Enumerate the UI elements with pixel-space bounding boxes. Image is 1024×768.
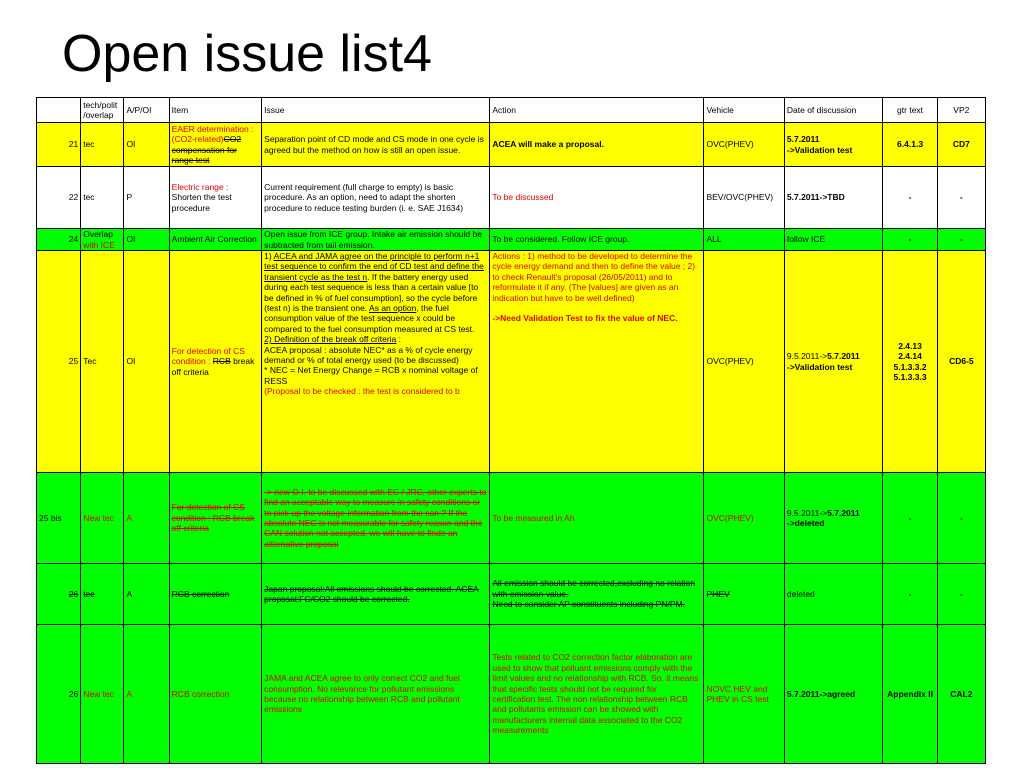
date-text: 9.5.2011-> — [786, 507, 828, 518]
header-issue: Issue — [262, 98, 490, 123]
vehicle-cell: ALL — [704, 229, 784, 251]
vp2-cell: - — [937, 564, 985, 625]
tech-cell — [81, 229, 124, 251]
item-text: break off criteria — [171, 356, 255, 377]
issue-line: ACEA proposal : absolute NEC* as a % of cycle energy demand or % of total energy used (to be discussed) — [264, 344, 473, 366]
issue-line: * NEC = Net Energy Change = RCB x nominal voltage of RESS — [264, 365, 478, 386]
vehicle-cell: OVC(PHEV) — [704, 123, 784, 167]
vehicle-cell: NOVC HEV and PHEV in CS test — [704, 625, 784, 764]
open-issue-table — [36, 97, 986, 764]
item-cell — [169, 123, 261, 167]
page-title: Open issue list4 — [62, 25, 432, 83]
header-no — [37, 98, 81, 123]
issue-cell: Separation point of CD mode and CS mode in one cycle is agreed but the method on how is still an open issue. — [262, 123, 490, 167]
action-cell: Tests related to CO2 correction factor elaboration are used to show that polluant emissions comply with the limit values and no relationship with RCB. So, it means that specific tests should not be required for certification test. The non relationship between RCB and pollutants emission can be showed with manufacturers internal data associated to the CO2 measurements — [490, 625, 704, 764]
row-number: 26 — [37, 625, 81, 764]
tech-cell: Tec — [81, 251, 124, 473]
action-cell — [490, 564, 704, 625]
date-text: 9.5.2011-> — [786, 351, 828, 362]
date-line: ->Validation test — [786, 144, 853, 155]
date-cell: deleted — [784, 564, 883, 625]
table-row — [37, 473, 986, 564]
header-apoi: A/P/OI — [124, 98, 169, 123]
action-cell — [490, 251, 704, 473]
action-cell: To be considered. Follow ICE group. — [490, 229, 704, 251]
table-row — [37, 229, 986, 251]
row-number: 22 — [37, 167, 81, 229]
item-cell: RCB correction — [169, 625, 261, 764]
item-strike-text: CO2 compensation for range test — [171, 134, 242, 165]
header-gtr: gtr text — [883, 98, 937, 123]
issue-text: , the fuel consumption value of the test sequence x could be compared to the fuel consumption measured at CS test. — [264, 303, 475, 334]
header-vp2: VP2 — [937, 98, 985, 123]
gtr-text: 2.4.13 — [898, 340, 922, 351]
action-text: All emission should be corrected,excluding no relation with emission value. — [492, 578, 696, 599]
vehicle-cell: PHEV — [704, 564, 784, 625]
issue-text: As an option — [369, 303, 417, 314]
vp2-cell: - — [937, 229, 985, 251]
vp2-cell: CAL2 — [937, 625, 985, 764]
issue-line: (Proposal to be checked : the test is considered to b — [264, 386, 460, 397]
apoi-cell: OI — [124, 251, 169, 473]
date-cell: 5.7.2011->agreed — [784, 625, 883, 764]
item-text: Shorten the test procedure — [171, 192, 232, 213]
item-cell — [169, 167, 261, 229]
table-row — [37, 251, 986, 473]
issue-text: 2) Definition of the break off criteria — [264, 334, 397, 345]
vehicle-cell: OVC(PHEV) — [704, 473, 784, 564]
vp2-cell: CD7 — [937, 123, 985, 167]
table-row — [37, 564, 986, 625]
gtr-cell: - — [883, 564, 937, 625]
gtr-cell: 6.4.1.3 — [883, 123, 937, 167]
tech-cell: tec — [81, 167, 124, 229]
issue-text: : — [396, 334, 402, 345]
date-cell — [784, 473, 883, 564]
date-text: 5.7.2011 — [827, 507, 860, 518]
issue-cell — [262, 251, 490, 473]
item-cell: RCB correction — [169, 564, 261, 625]
item-text: Electric range : — [171, 181, 229, 192]
apoi-cell: P — [124, 167, 169, 229]
date-cell: follow ICE — [784, 229, 883, 251]
date-text: 5.7.2011 — [827, 351, 860, 362]
date-text: ->deleted — [786, 518, 825, 528]
row-number: 25 bis — [37, 473, 81, 564]
gtr-cell: - — [883, 473, 937, 564]
header-tech: tech/polit /overlap — [81, 98, 124, 123]
gtr-cell — [883, 251, 937, 473]
table-row — [37, 123, 986, 167]
vp2-cell: - — [937, 167, 985, 229]
issue-cell: -> new O.I. to be discussed with EC / JRC, other experts to find an acceptable way to measure in safety conditions or to pick-up the voltage information from the can ? If the absolute NEC is not measurable for safety reason and the CAN solution not accepted, we will have to finde an alternative proposal — [262, 473, 490, 564]
tech-cell: New tec — [81, 625, 124, 764]
action-cell: To be measured in Ah — [490, 473, 704, 564]
action-cell: To be discussed — [490, 167, 704, 229]
gtr-cell: - — [883, 229, 937, 251]
table-row — [37, 625, 986, 764]
date-cell: 5.7.2011->TBD — [784, 167, 883, 229]
row-number: 26 — [37, 564, 81, 625]
gtr-cell: Appendix II — [883, 625, 937, 764]
vehicle-cell: BEV/OVC(PHEV) — [704, 167, 784, 229]
vp2-cell: CD6-5 — [937, 251, 985, 473]
gtr-text: 5.1.3.3.2 — [893, 361, 927, 372]
issue-text: ACEA and JAMA agree on the principle to perform n+1 test sequence to confirm the end of CD test and define the transient cycle as the test n — [264, 251, 484, 282]
tech-cell: tec — [81, 564, 124, 625]
date-cell — [784, 251, 883, 473]
action-text: Actions : 1) method to be developed to determine the cycle energy demand and then to define the value ; 2) to check Renault's proposal (26/05/2011) and to reformulate it if any. (The [values] are given as an indication but have to be well defined) — [492, 251, 696, 303]
apoi-cell: A — [124, 473, 169, 564]
item-cell: For detection of CS condition : RCB break off criteria — [169, 473, 261, 564]
header-action: Action — [490, 98, 704, 123]
apoi-cell: A — [124, 625, 169, 764]
issue-cell: JAMA and ACEA agree to only correct CO2 and fuel consumption. No relevance for pollutant emissions because no relationship between RCB and pollutant emissions — [262, 625, 490, 764]
item-cell: Ambient Air Correction — [169, 229, 261, 251]
header-item: Item — [169, 98, 261, 123]
row-number: 21 — [37, 123, 81, 167]
issue-text: 1) — [264, 251, 274, 261]
action-text: Need to consider AP constituents including PN/PM. — [492, 599, 685, 610]
tech-text: Overlap — [83, 229, 113, 240]
table-header-row — [37, 98, 986, 123]
issue-cell: Open issue from ICE group. Intake air emission should be subtracted from tail emission. — [262, 229, 490, 251]
date-cell — [784, 123, 883, 167]
item-text: EAER determination : (CO2-related) — [171, 123, 254, 145]
item-text: For detection of CS condition : — [171, 345, 245, 367]
gtr-text: 2.4.14 — [898, 351, 922, 362]
issue-line — [264, 334, 487, 344]
row-number: 24 — [37, 229, 81, 251]
date-text: ->Validation test — [786, 361, 853, 372]
tech-cell: tec — [81, 123, 124, 167]
apoi-cell: OI — [124, 123, 169, 167]
gtr-cell: - — [883, 167, 937, 229]
apoi-cell: OI — [124, 229, 169, 251]
action-cell: ACEA will make a proposal. — [490, 123, 704, 167]
item-cell — [169, 251, 261, 473]
header-date: Date of discussion — [784, 98, 883, 123]
gtr-text: 5.1.3.3.3 — [893, 371, 927, 382]
table-row — [37, 167, 986, 229]
date-line: 5.7.2011 — [786, 134, 820, 145]
tech-text: with ICE — [83, 239, 115, 250]
action-text: ->Need Validation Test to fix the value of NEC. — [492, 313, 678, 324]
issue-cell: Japan proposal:All emissions should be corrected. ACEA proposal:FC/CO2 should be corrected. — [262, 564, 490, 625]
issue-cell: Current requirement (full charge to empty) is basic procedure. As an option, need to adapt the shorten procedure to reduce testing burden (i. e. SAE J1634) — [262, 167, 490, 229]
header-vehicle: Vehicle — [704, 98, 784, 123]
row-number: 25 — [37, 251, 81, 473]
vehicle-cell: OVC(PHEV) — [704, 251, 784, 473]
vp2-cell: - — [937, 473, 985, 564]
issue-text: . If the battery energy used during each test sequence is less than a certain value [to be defined in % of fuel consumption], so the cycle before (test n) is the transient one. — [264, 271, 479, 314]
apoi-cell: A — [124, 564, 169, 625]
item-strike-text: RCB — [212, 356, 231, 367]
tech-cell: New tec — [81, 473, 124, 564]
